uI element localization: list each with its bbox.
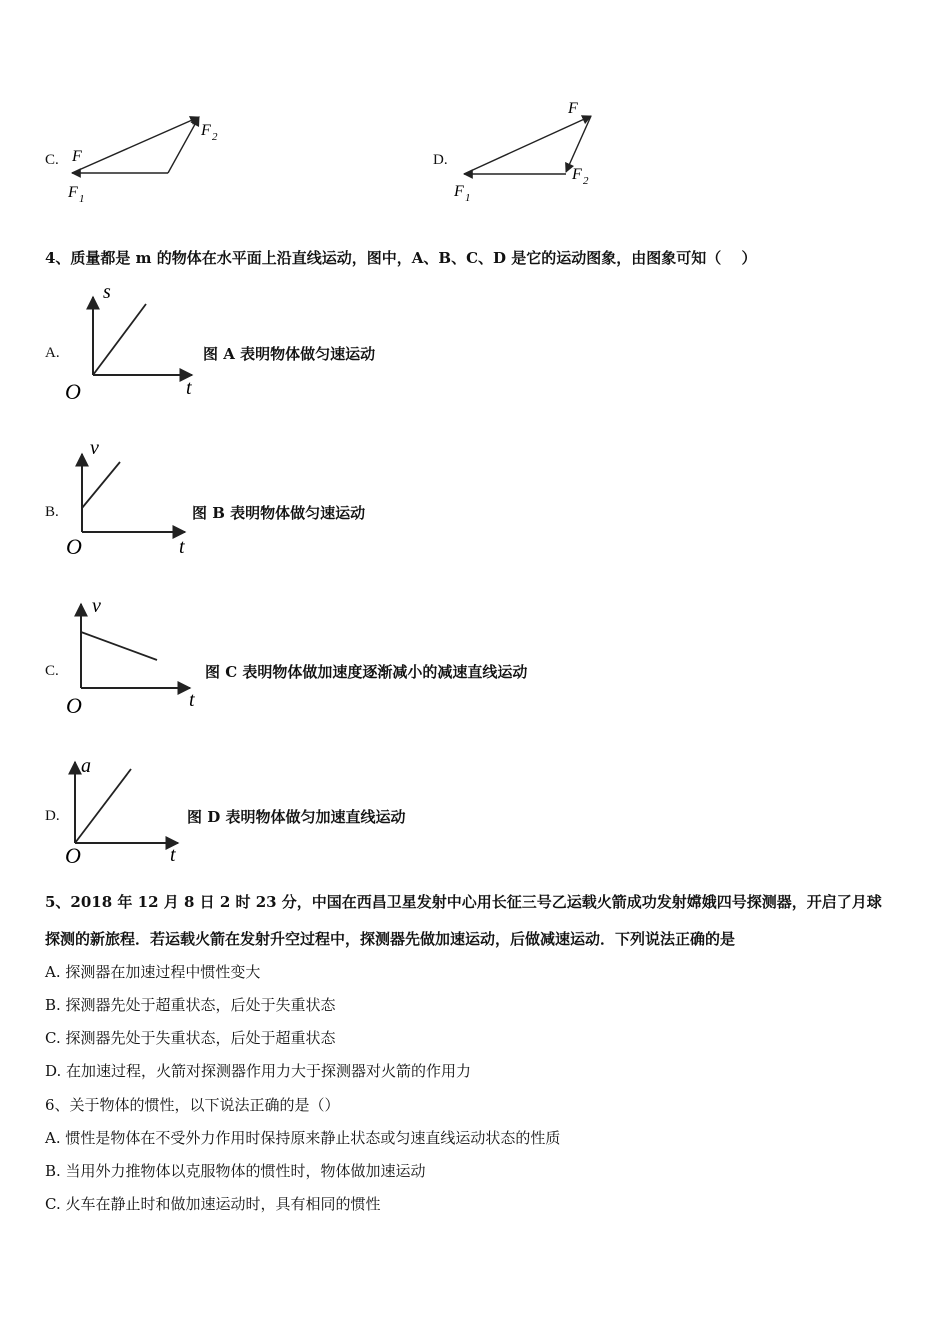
q3-option-d-vector-diagram	[450, 95, 620, 210]
q4-stem: 4、质量都是 m 的物体在水平面上沿直线运动，图中，A、B、C、D 是它的运动图象，由图象可知（ ）	[45, 249, 757, 267]
q4d-x-axis-label: t	[170, 844, 176, 866]
q3d-f1-sub: 1	[465, 192, 471, 204]
q6-option-b: B. 当用外力推物体以克服物体的惯性时，物体做加速运动	[45, 1162, 426, 1180]
q4-option-a-caption: 图 A 表明物体做匀速运动	[203, 345, 376, 363]
q3c-f1-sub: 1	[79, 193, 85, 205]
q5-option-a: A. 探测器在加速过程中惯性变大	[45, 963, 261, 981]
q5-stem-line1: 5、2018 年 12 月 8 日 2 时 23 分，中国在西昌卫星发射中心用长征三号乙运载火箭成功发射嫦娥四号探测器，开启了月球	[45, 893, 882, 911]
q5-option-d: D. 在加速过程，火箭对探测器作用力大于探测器对火箭的作用力	[45, 1062, 472, 1080]
q4-graph-d	[60, 752, 200, 870]
q4-graph-c	[60, 594, 210, 722]
q3-option-d-label: D.	[433, 152, 448, 168]
q6-option-c: C. 火车在静止时和做加速运动时，具有相同的惯性	[45, 1195, 381, 1213]
q4-option-a-label: A.	[45, 345, 60, 361]
q3c-f1-label: F	[68, 184, 78, 201]
q3d-f1-label: F	[454, 183, 464, 200]
q4d-origin-label: O	[65, 843, 81, 868]
q4-option-d-caption: 图 D 表明物体做匀加速直线运动	[187, 808, 406, 826]
q4d-y-axis-label: a	[81, 755, 91, 777]
q4c-x-axis-label: t	[189, 689, 195, 711]
q4b-y-axis-label: v	[90, 437, 99, 459]
q3-option-c-vector-diagram	[60, 105, 240, 210]
q3d-f-label: F	[568, 100, 578, 117]
q4c-y-axis-label: v	[92, 595, 101, 617]
q3c-f-label: F	[72, 148, 82, 165]
q3-option-c-label: C.	[45, 152, 59, 168]
q5-stem-line2: 探测的新旅程．若运载火箭在发射升空过程中，探测器先做加速运动，后做减速运动．下列说法正确的是	[45, 930, 736, 948]
q4a-y-axis-label: s	[103, 281, 111, 303]
q5-option-b: B. 探测器先处于超重状态，后处于失重状态	[45, 996, 336, 1014]
q4-option-b-label: B.	[45, 504, 59, 520]
q3d-f2-sub: 2	[583, 175, 589, 187]
q4-option-b-caption: 图 B 表明物体做匀速运动	[192, 504, 366, 522]
q4-graph-b	[60, 436, 200, 560]
q4b-x-axis-label: t	[179, 536, 185, 558]
q4a-x-axis-label: t	[186, 377, 192, 399]
q6-stem: 6、关于物体的惯性，以下说法正确的是（）	[45, 1096, 340, 1114]
q5-option-c: C. 探测器先处于失重状态，后处于超重状态	[45, 1029, 336, 1047]
q4-option-d-label: D.	[45, 808, 60, 824]
q3d-f2-label: F	[572, 166, 582, 183]
q4-graph-a	[60, 278, 210, 406]
q4b-origin-label: O	[66, 534, 82, 559]
q3c-f2-label: F	[201, 122, 211, 139]
q3c-f2-sub: 2	[212, 131, 218, 143]
q6-option-a: A. 惯性是物体在不受外力作用时保持原来静止状态或匀速直线运动状态的性质	[45, 1129, 561, 1147]
q4-option-c-caption: 图 C 表明物体做加速度逐渐减小的减速直线运动	[205, 663, 528, 681]
q4-option-c-label: C.	[45, 663, 59, 679]
q4c-origin-label: O	[66, 693, 82, 718]
q4a-origin-label: O	[65, 379, 81, 404]
